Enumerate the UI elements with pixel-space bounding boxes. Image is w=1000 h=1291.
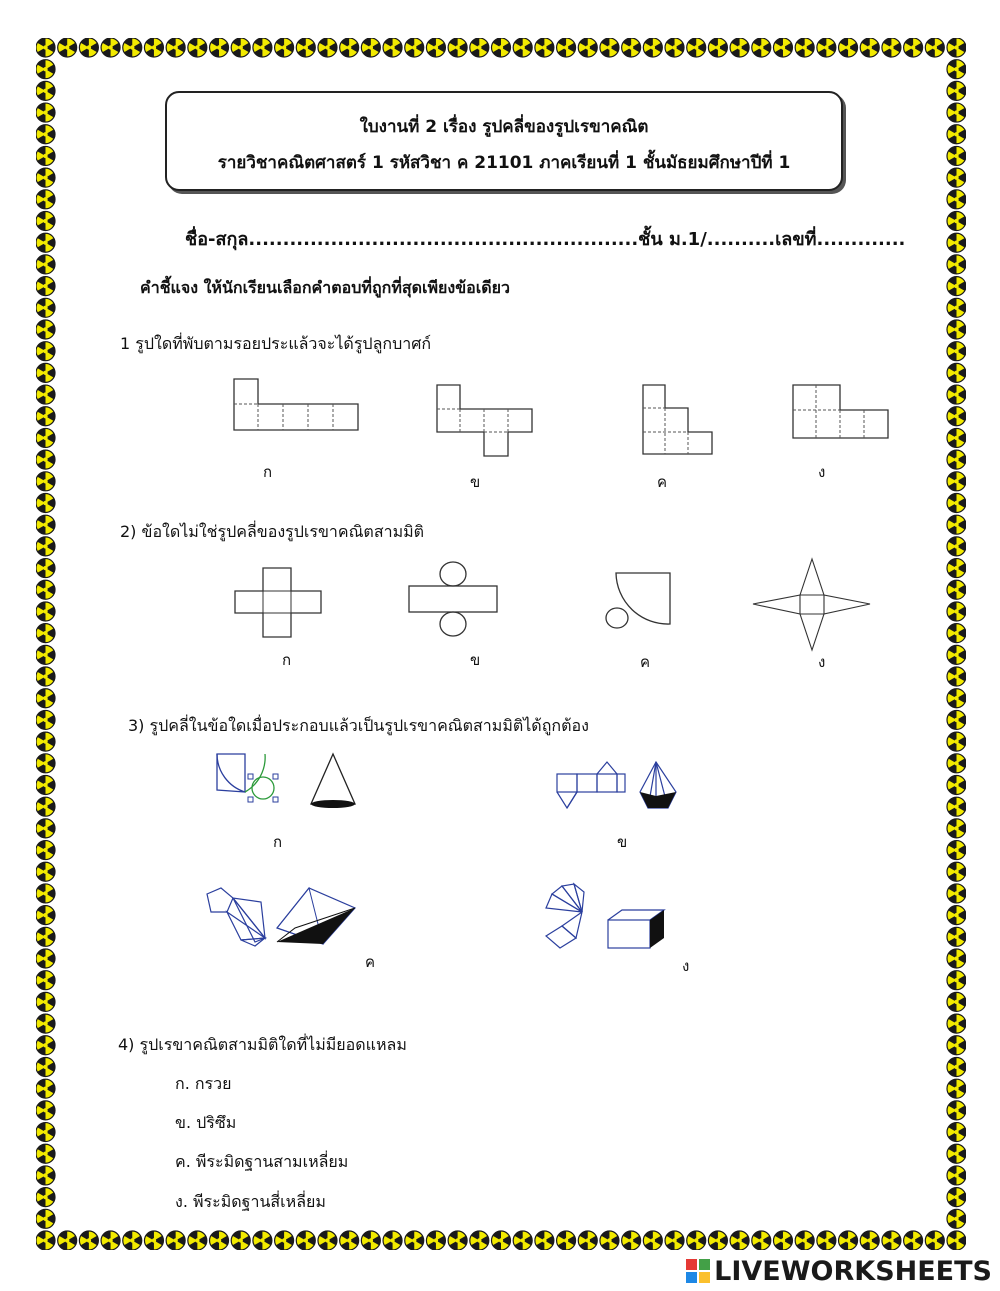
border-symbol-icon (947, 559, 966, 578)
border-symbol-icon (36, 949, 55, 968)
question-4-text: 4) รูปเรขาคณิตสามมิติใดที่ไม่มียอดแหลม (118, 1035, 407, 1054)
border-symbol-icon (36, 537, 55, 556)
border-symbol-icon (947, 407, 966, 426)
border-symbol-icon (947, 971, 966, 990)
border-symbol-icon (643, 38, 662, 57)
border-symbol-icon (600, 38, 619, 57)
liveworksheets-brand[interactable] (686, 1257, 992, 1285)
border-symbol-icon (36, 775, 55, 794)
border-symbol-icon (36, 1057, 55, 1076)
border-symbol-icon (947, 320, 966, 339)
border-symbol-icon (947, 602, 966, 621)
border-symbol-icon (318, 38, 337, 57)
border-symbol-icon (773, 38, 792, 57)
border-symbol-icon (947, 645, 966, 664)
border-symbol-icon (947, 1209, 966, 1228)
border-symbol-icon (882, 38, 901, 57)
border-symbol-icon (947, 342, 966, 361)
border-symbol-icon (36, 1014, 55, 1033)
border-symbol-icon (947, 385, 966, 404)
border-symbol-icon (188, 1231, 207, 1250)
border-symbol-icon (947, 212, 966, 231)
border-symbol-icon (36, 602, 55, 621)
border-symbol-icon (622, 1231, 641, 1250)
border-symbol-icon (36, 515, 55, 534)
border-symbol-icon (58, 38, 77, 57)
border-symbol-icon (123, 38, 142, 57)
q4-option-a[interactable]: ก. กรวย (175, 1074, 232, 1093)
instructions: คำชี้แจง ให้นักเรียนเลือกคำตอบที่ถูกที่สุดเพียงข้อเดียว (140, 278, 510, 297)
border-symbol-icon (36, 624, 55, 643)
border-symbol-icon (36, 342, 55, 361)
border-symbol-icon (36, 1101, 55, 1120)
border-symbol-icon (578, 1231, 597, 1250)
border-symbol-icon (36, 1166, 55, 1185)
border-symbol-icon (253, 38, 272, 57)
border-symbol-icon (210, 38, 229, 57)
border-symbol-icon (36, 428, 55, 447)
border-symbol-icon (36, 168, 55, 187)
border-symbol-icon (296, 1231, 315, 1250)
q2-net-a[interactable] (234, 567, 324, 639)
border-symbol-icon (947, 103, 966, 122)
border-symbol-icon (36, 667, 55, 686)
border-symbol-icon (947, 125, 966, 144)
border-symbol-icon (817, 38, 836, 57)
border-symbol-icon (947, 1014, 966, 1033)
border-symbol-icon (687, 38, 706, 57)
border-symbol-icon (947, 38, 966, 57)
border-symbol-icon (947, 710, 966, 729)
border-symbol-icon (839, 1231, 858, 1250)
q3-label-d: ง (682, 957, 690, 975)
border-symbol-icon (947, 689, 966, 708)
border-symbol-icon (947, 580, 966, 599)
border-symbol-icon (947, 927, 966, 946)
border-symbol-icon (643, 1231, 662, 1250)
border-symbol-icon (383, 38, 402, 57)
border-symbol-icon (144, 38, 163, 57)
border-symbol-icon (947, 906, 966, 925)
border-symbol-icon (36, 1036, 55, 1055)
border-symbol-icon (36, 277, 55, 296)
border-symbol-icon (947, 168, 966, 187)
border-symbol-icon (36, 60, 55, 79)
q1-net-b[interactable] (436, 384, 536, 459)
q1-label-b: ข (470, 473, 481, 491)
q2-net-d[interactable] (752, 558, 872, 652)
border-symbol-icon (947, 797, 966, 816)
border-symbol-icon (426, 1231, 445, 1250)
brand-name: LIVEWORKSHEETS (714, 1255, 992, 1287)
border-symbol-icon (275, 1231, 294, 1250)
q3-label-c: ค (365, 953, 376, 971)
border-symbol-icon (36, 1188, 55, 1207)
border-symbol-icon (947, 146, 966, 165)
border-symbol-icon (36, 1123, 55, 1142)
border-symbol-icon (947, 819, 966, 838)
border-symbol-icon (36, 146, 55, 165)
border-symbol-icon (492, 38, 511, 57)
border-symbol-icon (947, 363, 966, 382)
liveworksheets-logo-icon (686, 1259, 710, 1283)
border-symbol-icon (36, 580, 55, 599)
border-symbol-icon (36, 689, 55, 708)
border-symbol-icon (36, 884, 55, 903)
border-symbol-icon (947, 515, 966, 534)
border-symbol-icon (708, 38, 727, 57)
q2-label-a: ก (282, 651, 292, 669)
border-symbol-icon (36, 363, 55, 382)
border-symbol-icon (296, 38, 315, 57)
q2-label-c: ค (640, 653, 651, 671)
border-symbol-icon (36, 233, 55, 252)
border-symbol-icon (231, 38, 250, 57)
border-symbol-icon (947, 277, 966, 296)
q3-option-d[interactable] (542, 882, 677, 952)
border-symbol-icon (36, 841, 55, 860)
q1-label-d: ง (818, 463, 826, 481)
q3-label-b: ข (617, 833, 628, 851)
border-symbol-icon (36, 819, 55, 838)
border-symbol-icon (860, 1231, 879, 1250)
border-symbol-icon (947, 298, 966, 317)
border-symbol-icon (144, 1231, 163, 1250)
border-symbol-icon (947, 862, 966, 881)
border-symbol-icon (36, 971, 55, 990)
border-symbol-icon (36, 298, 55, 317)
q2-net-c[interactable] (604, 572, 674, 634)
border-symbol-icon (448, 1231, 467, 1250)
border-symbol-icon (622, 38, 641, 57)
border-symbol-icon (79, 1231, 98, 1250)
border-symbol-icon (708, 1231, 727, 1250)
border-symbol-icon (383, 1231, 402, 1250)
border-symbol-icon (361, 38, 380, 57)
q4-option-d[interactable]: ง. พีระมิดฐานสี่เหลี่ยม (175, 1192, 326, 1211)
border-symbol-icon (448, 38, 467, 57)
border-symbol-icon (904, 1231, 923, 1250)
border-symbol-icon (947, 884, 966, 903)
border-symbol-icon (600, 1231, 619, 1250)
border-symbol-icon (752, 38, 771, 57)
border-symbol-icon (752, 1231, 771, 1250)
border-symbol-icon (36, 927, 55, 946)
border-symbol-icon (947, 60, 966, 79)
border-symbol-icon (253, 1231, 272, 1250)
q2-label-b: ข (470, 651, 481, 669)
border-symbol-icon (36, 472, 55, 491)
border-symbol-icon (340, 38, 359, 57)
border-symbol-icon (36, 190, 55, 209)
border-symbol-icon (947, 428, 966, 447)
border-symbol-icon (557, 38, 576, 57)
border-symbol-icon (36, 103, 55, 122)
border-symbol-icon (36, 494, 55, 513)
border-symbol-icon (405, 38, 424, 57)
border-symbol-icon (36, 710, 55, 729)
question-2-text: 2) ข้อใดไม่ใช่รูปคลี่ของรูปเรขาคณิตสามมิติ (120, 522, 425, 541)
border-symbol-icon (730, 1231, 749, 1250)
border-symbol-icon (795, 1231, 814, 1250)
border-symbol-icon (166, 1231, 185, 1250)
q1-net-c[interactable] (642, 384, 717, 456)
border-symbol-icon (36, 212, 55, 231)
border-symbol-icon (817, 1231, 836, 1250)
border-symbol-icon (947, 1123, 966, 1142)
border-symbol-icon (947, 1166, 966, 1185)
border-symbol-icon (535, 1231, 554, 1250)
border-symbol-icon (925, 1231, 944, 1250)
border-symbol-icon (36, 992, 55, 1011)
border-symbol-icon (773, 1231, 792, 1250)
border-symbol-icon (947, 667, 966, 686)
border-symbol-icon (665, 1231, 684, 1250)
title-box (165, 91, 843, 191)
border-symbol-icon (166, 38, 185, 57)
border-symbol-icon (188, 38, 207, 57)
q1-label-c: ค (657, 473, 668, 491)
border-symbol-icon (58, 1231, 77, 1250)
border-symbol-icon (36, 754, 55, 773)
border-symbol-icon (947, 1079, 966, 1098)
border-symbol-icon (947, 1036, 966, 1055)
border-symbol-icon (947, 949, 966, 968)
course-subtitle: รายวิชาคณิตศาสตร์ 1 รหัสวิชา ค 21101 ภาคเรียนที่ 1 ชั้นมัธยมศึกษาปีที่ 1 (217, 153, 791, 173)
border-symbol-icon (101, 1231, 120, 1250)
border-symbol-icon (36, 1209, 55, 1228)
border-symbol-icon (947, 537, 966, 556)
border-symbol-icon (947, 472, 966, 491)
border-symbol-icon (947, 732, 966, 751)
border-symbol-icon (36, 407, 55, 426)
border-symbol-icon (839, 38, 858, 57)
border-symbol-icon (947, 992, 966, 1011)
border-symbol-icon (36, 1231, 55, 1250)
border-symbol-icon (470, 38, 489, 57)
border-symbol-icon (123, 1231, 142, 1250)
border-symbol-icon (318, 1231, 337, 1250)
border-symbol-icon (947, 450, 966, 469)
border-symbol-icon (947, 754, 966, 773)
border-symbol-icon (947, 1144, 966, 1163)
q2-net-b[interactable] (408, 562, 500, 638)
border-symbol-icon (578, 38, 597, 57)
border-symbol-icon (36, 645, 55, 664)
border-symbol-icon (36, 320, 55, 339)
border-symbol-icon (947, 233, 966, 252)
question-1-text: 1 รูปใดที่พับตามรอยประแล้วจะได้รูปลูกบาศก์ (120, 334, 432, 353)
border-symbol-icon (210, 1231, 229, 1250)
worksheet-title: ใบงานที่ 2 เรื่อง รูปคลี่ของรูปเรขาคณิต (359, 117, 649, 137)
border-symbol-icon (947, 775, 966, 794)
border-symbol-icon (231, 1231, 250, 1250)
border-symbol-icon (36, 797, 55, 816)
border-symbol-icon (36, 255, 55, 274)
border-symbol-icon (795, 38, 814, 57)
border-symbol-icon (36, 862, 55, 881)
border-symbol-icon (730, 38, 749, 57)
border-symbol-icon (36, 385, 55, 404)
border-symbol-icon (513, 1231, 532, 1250)
border-symbol-icon (275, 38, 294, 57)
border-symbol-icon (36, 1144, 55, 1163)
border-symbol-icon (426, 38, 445, 57)
border-symbol-icon (947, 190, 966, 209)
question-3-text: 3) รูปคลี่ในข้อใดเมื่อประกอบแล้วเป็นรูปเรขาคณิตสามมิติได้ถูกต้อง (128, 716, 589, 735)
border-symbol-icon (36, 1079, 55, 1098)
border-symbol-icon (36, 38, 55, 57)
border-symbol-icon (36, 906, 55, 925)
border-symbol-icon (947, 494, 966, 513)
border-symbol-icon (36, 81, 55, 100)
q1-net-a[interactable] (233, 378, 363, 433)
q3-label-a: ก (273, 833, 283, 851)
q2-label-d: ง (818, 653, 826, 671)
q4-option-b[interactable]: ข. ปริซึม (175, 1113, 237, 1132)
border-symbol-icon (36, 732, 55, 751)
q1-label-a: ก (263, 463, 273, 481)
border-symbol-icon (947, 1057, 966, 1076)
border-symbol-icon (947, 81, 966, 100)
border-symbol-icon (492, 1231, 511, 1250)
border-symbol-icon (557, 1231, 576, 1250)
border-symbol-icon (947, 255, 966, 274)
border-symbol-icon (904, 38, 923, 57)
q3-option-c[interactable] (205, 886, 365, 948)
border-symbol-icon (947, 1188, 966, 1207)
border-symbol-icon (665, 38, 684, 57)
q4-option-c[interactable]: ค. พีระมิดฐานสามเหลี่ยม (175, 1152, 349, 1171)
border-symbol-icon (101, 38, 120, 57)
border-symbol-icon (947, 1231, 966, 1250)
border-symbol-icon (36, 450, 55, 469)
border-symbol-icon (687, 1231, 706, 1250)
border-symbol-icon (860, 38, 879, 57)
border-symbol-icon (36, 125, 55, 144)
q3-option-a[interactable] (215, 752, 360, 812)
border-symbol-icon (535, 38, 554, 57)
border-symbol-icon (947, 841, 966, 860)
q1-net-d[interactable] (792, 384, 892, 442)
border-symbol-icon (882, 1231, 901, 1250)
border-symbol-icon (947, 624, 966, 643)
border-symbol-icon (405, 1231, 424, 1250)
q3-option-b[interactable] (556, 760, 691, 822)
border-symbol-icon (513, 38, 532, 57)
border-symbol-icon (470, 1231, 489, 1250)
border-symbol-icon (361, 1231, 380, 1250)
border-symbol-icon (925, 38, 944, 57)
student-name-line: ชื่อ-สกุล.........................................................ชั้น ม.1/..........เลขที่............. (185, 229, 906, 250)
border-symbol-icon (947, 1101, 966, 1120)
border-symbol-icon (79, 38, 98, 57)
border-symbol-icon (340, 1231, 359, 1250)
border-symbol-icon (36, 559, 55, 578)
